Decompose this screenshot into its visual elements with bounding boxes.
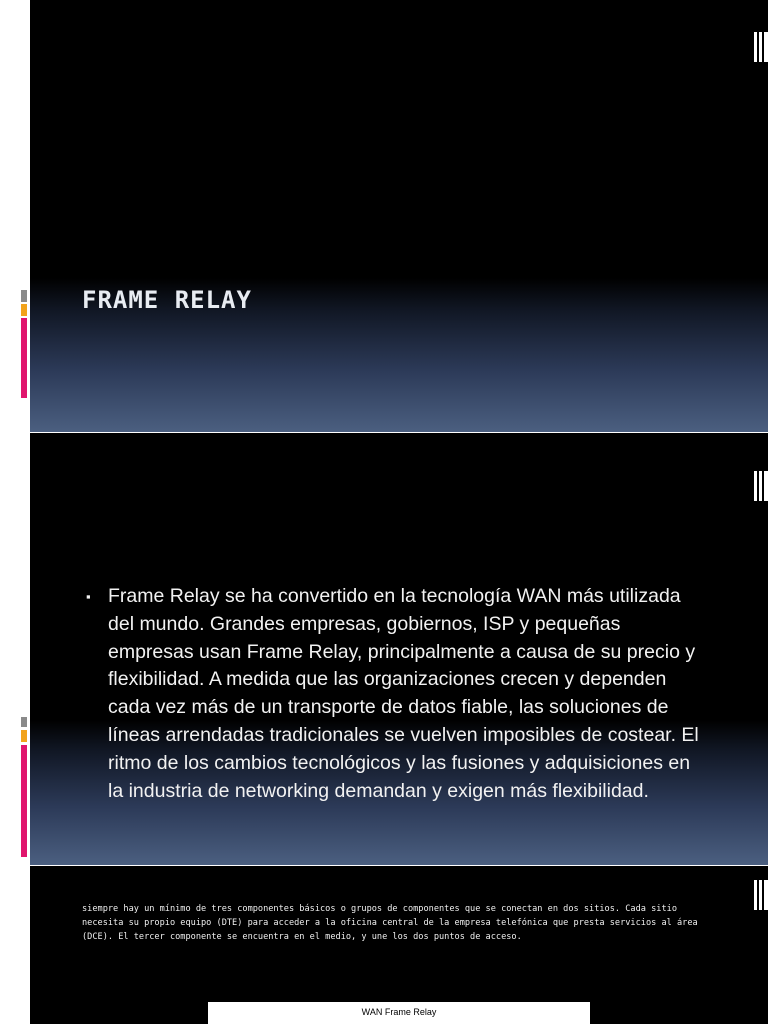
bullet-list bbox=[86, 583, 706, 805]
slide-left-margin bbox=[0, 866, 30, 1024]
slide-1 bbox=[0, 0, 768, 432]
slide-edge-icon bbox=[754, 32, 768, 62]
marker-pink bbox=[21, 745, 27, 857]
marker-pink bbox=[21, 318, 27, 398]
marker-gray bbox=[21, 717, 27, 727]
image-caption: WAN Frame Relay bbox=[208, 1002, 590, 1024]
marker-gray bbox=[21, 290, 27, 302]
slide-edge-icon bbox=[754, 471, 768, 501]
slide-3 bbox=[0, 866, 768, 1024]
slide-body-text: siempre hay un mínimo de tres componentes básicos o grupos de componentes que se conectan en dos sitios. Cada sitio necesita su propio equipo (DTE) para acceder a la oficina central de la empresa telefónica que presta servicios al área (DCE). El tercer componente se encuentra en el medio, y une los dos puntos de acceso. bbox=[82, 904, 698, 942]
slide-edge-icon bbox=[754, 880, 768, 910]
slide-title: FRAME RELAY bbox=[82, 286, 252, 314]
bullet-square-icon: ▪ bbox=[86, 589, 91, 604]
bullet-text: Frame Relay se ha convertido en la tecnología WAN más utilizada del mundo. Grandes empresas, gobiernos, ISP y pequeñas empresas usan Frame Relay, principalmente a causa de su precio y flexibilidad. A medida que las organizaciones crecen y dependen cada vez más de un transporte de datos fiable, las soluciones de líneas arrendadas tradicionales se vuelven imposibles de costear. El ritmo de los cambios tecnológicos y las fusiones y adquisiciones en la industria de networking demandan y exigen más flexibilidad. bbox=[108, 585, 699, 802]
marker-orange bbox=[21, 730, 27, 742]
bullet-item bbox=[86, 583, 706, 805]
marker-orange bbox=[21, 304, 27, 316]
